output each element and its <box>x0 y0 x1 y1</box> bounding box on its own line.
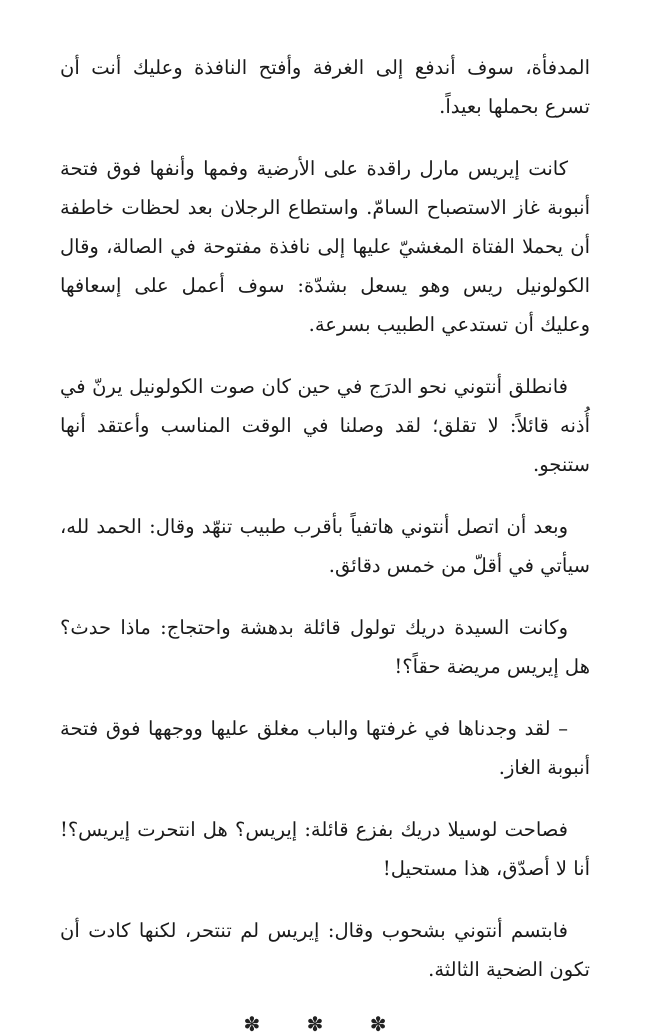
paragraph-7: فصاحت لوسيلا دريك بفزع قائلة: إيريس؟ هل انتحرت إيريس؟! أنا لا أصدّق، هذا مستحيل! <box>60 818 590 880</box>
paragraph-3: فانطلق أنتوني نحو الدرَج في حين كان صوت الكولونيل يرنّ في أُذنه قائلاً: لا تقلق؛ لقد وصلنا في الوقت المناسب وأعتقد أنها ستنجو. <box>60 375 590 476</box>
paragraph-2: كانت إيريس مارل راقدة على الأرضية وفمها وأنفها فوق فتحة أنبوبة غاز الاستصباح السامّ. واستطاع الرجلان بعد لحظات خاطفة أن يحملا الفتاة المغشيّ عليها إلى نافذة مفتوحة في الصالة، وقال الكولونيل ريس وهو يسعل بشدّة: سوف أعمل على إسعافها وعليك أن تستدعي الطبيب بسرعة. <box>60 157 590 336</box>
paragraph-5: وكانت السيدة دريك تولول قائلة بدهشة واحتجاج: ماذا حدث؟ هل إيريس مريضة حقاً؟! <box>60 616 590 678</box>
book-page <box>60 48 590 1036</box>
paragraph-4: وبعد أن اتصل أنتوني هاتفياً بأقرب طبيب تنهّد وقال: الحمد لله، سيأتي في أقلّ من خمس دقائق. <box>60 515 590 577</box>
section-break-ornament: ✽ ✽ ✽ <box>243 1012 407 1036</box>
paragraph-1: المدفأة، سوف أندفع إلى الغرفة وأفتح النافذة وعليك أنت أن تسرع بحملها بعيداً. <box>60 56 590 118</box>
paragraph-6: – لقد وجدناها في غرفتها والباب مغلق عليها ووجهها فوق فتحة أنبوبة الغاز. <box>60 717 590 779</box>
paragraph-8: فابتسم أنتوني بشحوب وقال: إيريس لم تنتحر، لكنها كادت أن تكون الضحية الثالثة. <box>60 919 590 981</box>
